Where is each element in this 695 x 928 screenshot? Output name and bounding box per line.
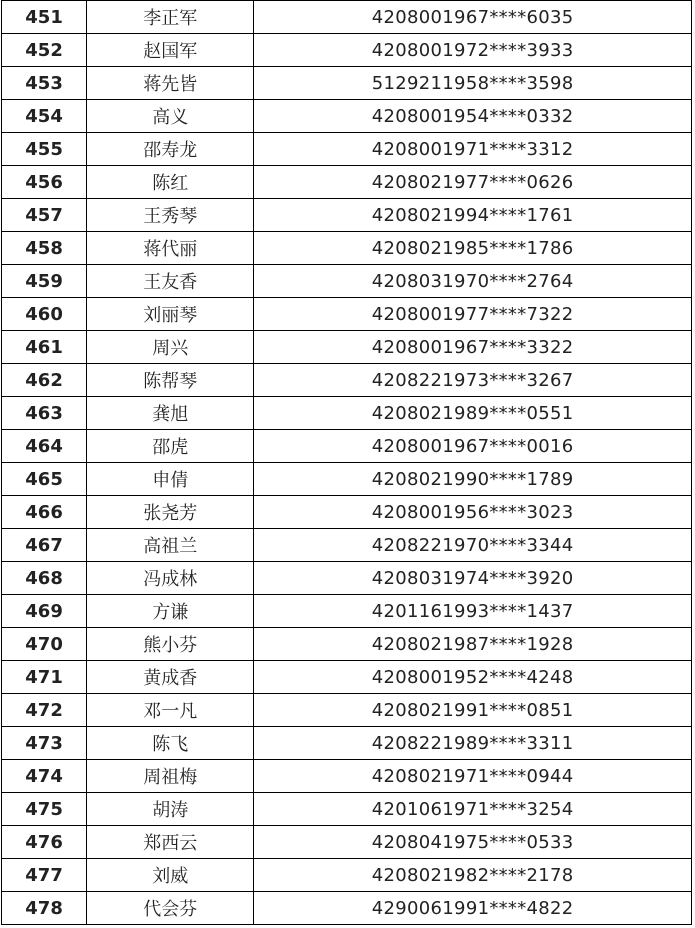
table-row [2,100,692,133]
id-number-cell: 4208021971****0944 [254,760,692,793]
person-name-cell: 李正军 [87,1,254,34]
person-name-cell: 蒋代丽 [87,232,254,265]
table-row [2,232,692,265]
table-row [2,199,692,232]
table-row [2,496,692,529]
id-number-cell: 4208001971****3312 [254,133,692,166]
person-name-cell: 邵寿龙 [87,133,254,166]
row-number-cell: 472 [2,694,87,727]
person-name-cell: 邵虎 [87,430,254,463]
row-number-cell: 460 [2,298,87,331]
row-number-cell: 461 [2,331,87,364]
table-row [2,727,692,760]
row-number-cell: 464 [2,430,87,463]
id-number-cell: 4208001977****7322 [254,298,692,331]
table-row [2,529,692,562]
id-number-cell: 4208031974****3920 [254,562,692,595]
id-number-cell: 4208021985****1786 [254,232,692,265]
person-name-cell: 刘丽琴 [87,298,254,331]
table-row [2,1,692,34]
table-row [2,628,692,661]
table-row [2,463,692,496]
table-row [2,661,692,694]
id-number-cell: 4208001956****3023 [254,496,692,529]
person-name-cell: 王友香 [87,265,254,298]
id-number-cell: 4208001972****3933 [254,34,692,67]
person-name-cell: 熊小芬 [87,628,254,661]
person-name-cell: 冯成林 [87,562,254,595]
id-number-cell: 4208221989****3311 [254,727,692,760]
person-name-cell: 邓一凡 [87,694,254,727]
person-name-cell: 黄成香 [87,661,254,694]
person-name-cell: 赵国军 [87,34,254,67]
id-number-cell: 4208021991****0851 [254,694,692,727]
person-name-cell: 蒋先皆 [87,67,254,100]
id-number-cell: 4208021994****1761 [254,199,692,232]
row-number-cell: 454 [2,100,87,133]
table-row [2,826,692,859]
row-number-cell: 457 [2,199,87,232]
person-name-cell: 周兴 [87,331,254,364]
row-number-cell: 458 [2,232,87,265]
row-number-cell: 466 [2,496,87,529]
person-name-cell: 龚旭 [87,397,254,430]
person-name-cell: 代会芬 [87,892,254,925]
id-number-cell: 4208041975****0533 [254,826,692,859]
person-name-cell: 张尧芳 [87,496,254,529]
row-number-cell: 456 [2,166,87,199]
table-row [2,133,692,166]
id-number-cell: 4201061971****3254 [254,793,692,826]
row-number-cell: 452 [2,34,87,67]
id-number-cell: 4290061991****4822 [254,892,692,925]
person-name-cell: 陈红 [87,166,254,199]
roster-table-body [2,1,692,925]
person-name-cell: 方谦 [87,595,254,628]
table-row [2,331,692,364]
row-number-cell: 474 [2,760,87,793]
row-number-cell: 470 [2,628,87,661]
person-name-cell: 陈帮琴 [87,364,254,397]
id-number-cell: 4208021990****1789 [254,463,692,496]
table-row [2,694,692,727]
id-number-cell: 4208001967****0016 [254,430,692,463]
person-name-cell: 高义 [87,100,254,133]
row-number-cell: 471 [2,661,87,694]
id-number-cell: 4208001967****3322 [254,331,692,364]
person-name-cell: 胡涛 [87,793,254,826]
row-number-cell: 453 [2,67,87,100]
table-row [2,67,692,100]
id-number-cell: 4208021989****0551 [254,397,692,430]
person-name-cell: 高祖兰 [87,529,254,562]
table-row [2,34,692,67]
table-row [2,595,692,628]
row-number-cell: 455 [2,133,87,166]
id-number-cell: 4208021987****1928 [254,628,692,661]
table-row [2,760,692,793]
row-number-cell: 451 [2,1,87,34]
person-name-cell: 陈飞 [87,727,254,760]
row-number-cell: 473 [2,727,87,760]
row-number-cell: 462 [2,364,87,397]
id-number-cell: 4208031970****2764 [254,265,692,298]
id-number-cell: 4208001967****6035 [254,1,692,34]
person-name-cell: 王秀琴 [87,199,254,232]
id-number-cell: 4208001954****0332 [254,100,692,133]
person-name-cell: 刘威 [87,859,254,892]
table-row [2,298,692,331]
row-number-cell: 467 [2,529,87,562]
row-number-cell: 477 [2,859,87,892]
id-number-cell: 4208021977****0626 [254,166,692,199]
table-row [2,166,692,199]
row-number-cell: 459 [2,265,87,298]
roster-table [1,0,692,925]
table-row [2,265,692,298]
table-row [2,793,692,826]
row-number-cell: 469 [2,595,87,628]
id-number-cell: 4208021982****2178 [254,859,692,892]
row-number-cell: 465 [2,463,87,496]
table-row [2,562,692,595]
id-number-cell: 5129211958****3598 [254,67,692,100]
person-name-cell: 郑西云 [87,826,254,859]
table-row [2,859,692,892]
row-number-cell: 475 [2,793,87,826]
row-number-cell: 463 [2,397,87,430]
row-number-cell: 468 [2,562,87,595]
table-row [2,364,692,397]
row-number-cell: 476 [2,826,87,859]
table-row [2,430,692,463]
id-number-cell: 4208221973****3267 [254,364,692,397]
table-row [2,397,692,430]
table-row [2,892,692,925]
id-number-cell: 4201161993****1437 [254,595,692,628]
id-number-cell: 4208001952****4248 [254,661,692,694]
row-number-cell: 478 [2,892,87,925]
person-name-cell: 周祖梅 [87,760,254,793]
person-name-cell: 申倩 [87,463,254,496]
id-number-cell: 4208221970****3344 [254,529,692,562]
